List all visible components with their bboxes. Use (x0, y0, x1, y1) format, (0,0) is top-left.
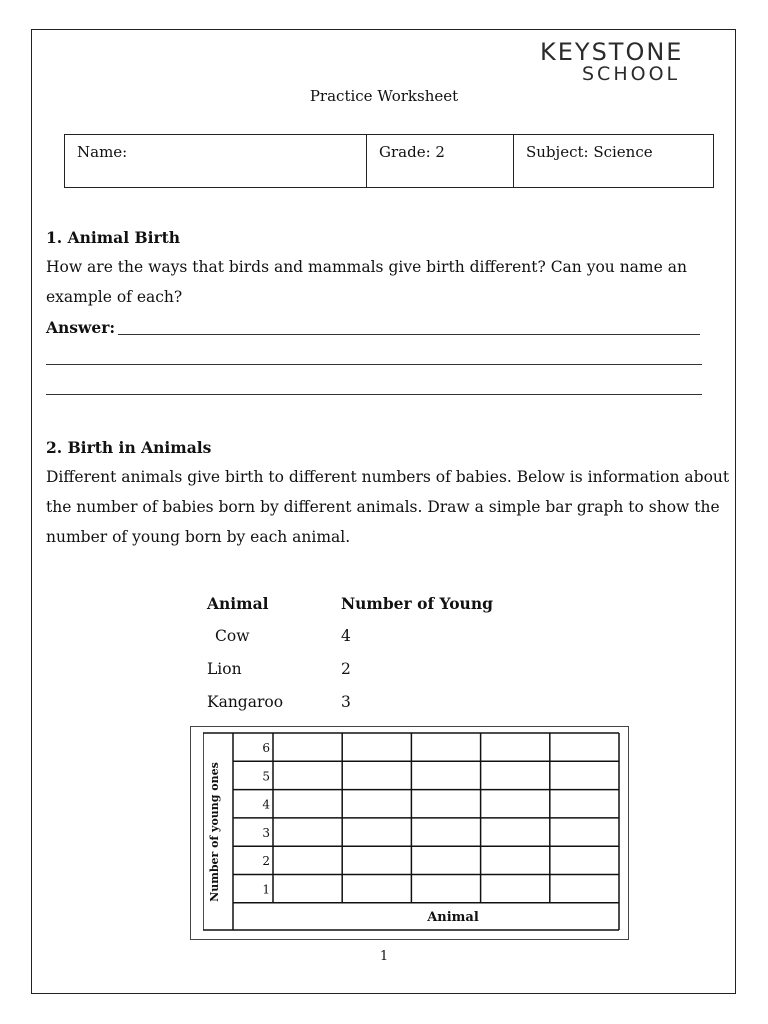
y-tick-label: 2 (262, 854, 270, 869)
answer-line-3[interactable] (46, 394, 702, 395)
name-cell[interactable]: Name: (65, 135, 367, 188)
y-axis-label: Number of young ones (208, 762, 221, 902)
table-cell-animal: Kangaroo (207, 693, 284, 711)
page-number: 1 (379, 949, 389, 964)
school-logo (540, 38, 735, 86)
table-cell-young: 2 (341, 660, 351, 678)
page-title: Practice Worksheet (309, 87, 459, 105)
grade-cell: Grade: 2 (367, 135, 514, 188)
y-tick-label: 1 (262, 882, 270, 897)
logo-line2: SCHOOL (582, 63, 681, 85)
subject-cell: Subject: Science (514, 135, 714, 188)
table-cell-animal: Cow (215, 627, 250, 645)
y-tick-label: 4 (262, 797, 270, 812)
x-axis-label: Animal (427, 910, 479, 925)
q1-heading: 1. Animal Birth (46, 228, 181, 247)
q2-text-line1: Different animals give birth to different numbers of babies. Below is information about (46, 468, 730, 486)
y-tick-label: 5 (262, 769, 270, 784)
answer-line-2[interactable] (46, 364, 702, 365)
q2-heading: 2. Birth in Animals (46, 438, 212, 457)
table-cell-young: 3 (341, 693, 351, 711)
student-info-table (64, 134, 714, 188)
table-cell-young: 4 (341, 627, 351, 645)
q2-text-line2: the number of babies born by different animals. Draw a simple bar graph to show the (46, 498, 720, 516)
table-header-young: Number of Young (341, 594, 493, 613)
table-header-animal: Animal (207, 594, 269, 613)
q1-text-line2: example of each? (46, 288, 183, 306)
y-tick-label: 6 (262, 741, 270, 755)
bar-graph-grid[interactable] (203, 732, 621, 931)
q2-text-line3: number of young born by each animal. (46, 528, 351, 546)
answer-line-1[interactable] (118, 334, 700, 335)
table-cell-animal: Lion (207, 660, 242, 678)
q1-text-line1: How are the ways that birds and mammals give birth different? Can you name an (46, 258, 687, 276)
answer-label: Answer: (46, 318, 116, 337)
y-tick-label: 3 (262, 825, 270, 840)
logo-line1: KEYSTONE (540, 38, 684, 66)
